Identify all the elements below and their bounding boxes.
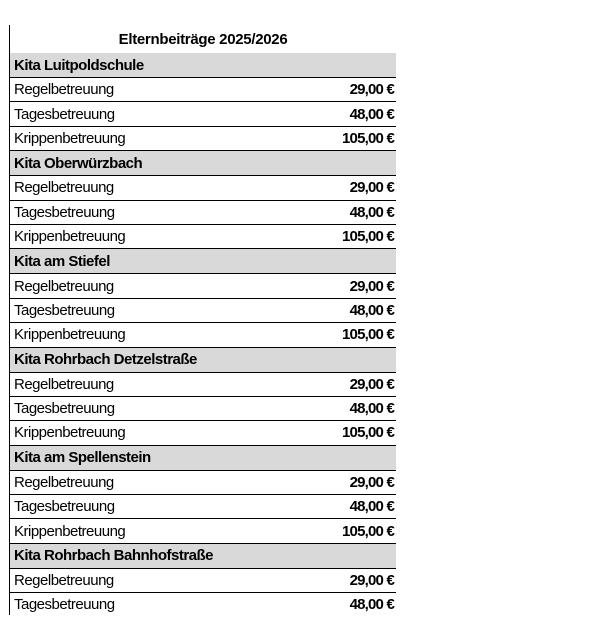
fee-label: Tagesbetreuung: [10, 495, 310, 519]
fee-price: 105,00 €: [310, 421, 396, 445]
group-header-row: [10, 543, 396, 568]
fee-price: 29,00 €: [310, 568, 396, 592]
fee-label: Tagesbetreuung: [14, 596, 115, 614]
fee-price: 29,00 €: [310, 78, 396, 102]
fee-label: Regelbetreuung: [10, 470, 310, 494]
fee-row: [10, 421, 396, 445]
fee-row: [10, 372, 396, 396]
fee-label: Tagesbetreuung: [10, 200, 310, 224]
group-name: Kita am Stiefel: [10, 249, 396, 274]
fee-price: 105,00 €: [310, 126, 396, 150]
fee-row: [10, 126, 396, 150]
fee-label: Regelbetreuung: [10, 78, 310, 102]
group-header-row: [10, 445, 396, 470]
group-name: Kita am Spellenstein: [10, 445, 396, 470]
fee-row: [10, 224, 396, 248]
group-header-row: [10, 151, 396, 176]
fee-price: 48,00 €: [310, 396, 396, 420]
fee-row: [10, 519, 396, 543]
fee-label: Regelbetreuung: [10, 372, 310, 396]
fee-row: [10, 396, 396, 420]
fee-label: Regelbetreuung: [10, 568, 310, 592]
fee-table: [10, 53, 396, 617]
fee-label: Regelbetreuung: [10, 176, 310, 200]
fee-row: [10, 200, 396, 224]
fee-row: [10, 495, 396, 519]
group-header-row: [10, 53, 396, 78]
fee-table-body: [10, 53, 396, 617]
fee-price: 105,00 €: [310, 323, 396, 347]
fee-row: [10, 568, 396, 592]
fee-label: Tagesbetreuung: [10, 298, 310, 322]
fee-price: 105,00 €: [310, 519, 396, 543]
fee-row: [10, 78, 396, 102]
fee-price: 29,00 €: [310, 176, 396, 200]
fee-price: 48,00 €: [310, 495, 396, 519]
group-name: Kita Rohrbach Bahnhofstraße: [10, 543, 396, 568]
fee-price: 105,00 €: [310, 224, 396, 248]
fee-price: 48,00 €: [310, 200, 396, 224]
fee-label: Krippenbetreuung: [10, 323, 310, 347]
fee-row: [10, 176, 396, 200]
fee-price: 29,00 €: [310, 470, 396, 494]
group-name: Kita Oberwürzbach: [10, 151, 396, 176]
fee-price: 48,00 €: [310, 102, 396, 126]
page-title: Elternbeiträge 2025/2026: [118, 31, 288, 48]
group-header-row: [10, 249, 396, 274]
fee-label: Krippenbetreuung: [10, 421, 310, 445]
fee-price: 48,00 €: [310, 298, 396, 322]
fee-label: Krippenbetreuung: [10, 126, 310, 150]
fee-label: Krippenbetreuung: [10, 224, 310, 248]
group-name: Kita Luitpoldschule: [10, 53, 396, 78]
fee-label: Tagesbetreuung: [10, 102, 310, 126]
fee-label: Tagesbetreuung: [10, 396, 310, 420]
fee-row: [10, 470, 396, 494]
fee-row: [10, 102, 396, 126]
group-header-row: [10, 347, 396, 372]
fee-row: [10, 274, 396, 298]
fee-price: 29,00 €: [310, 274, 396, 298]
fee-row: [10, 593, 396, 617]
fee-label: Krippenbetreuung: [10, 519, 310, 543]
fee-label: Regelbetreuung: [10, 274, 310, 298]
fee-row: [10, 298, 396, 322]
group-name: Kita Rohrbach Detzelstraße: [10, 347, 396, 372]
fee-row: [10, 323, 396, 347]
fee-price: 48,00 €: [349, 596, 395, 614]
fee-price: 29,00 €: [310, 372, 396, 396]
